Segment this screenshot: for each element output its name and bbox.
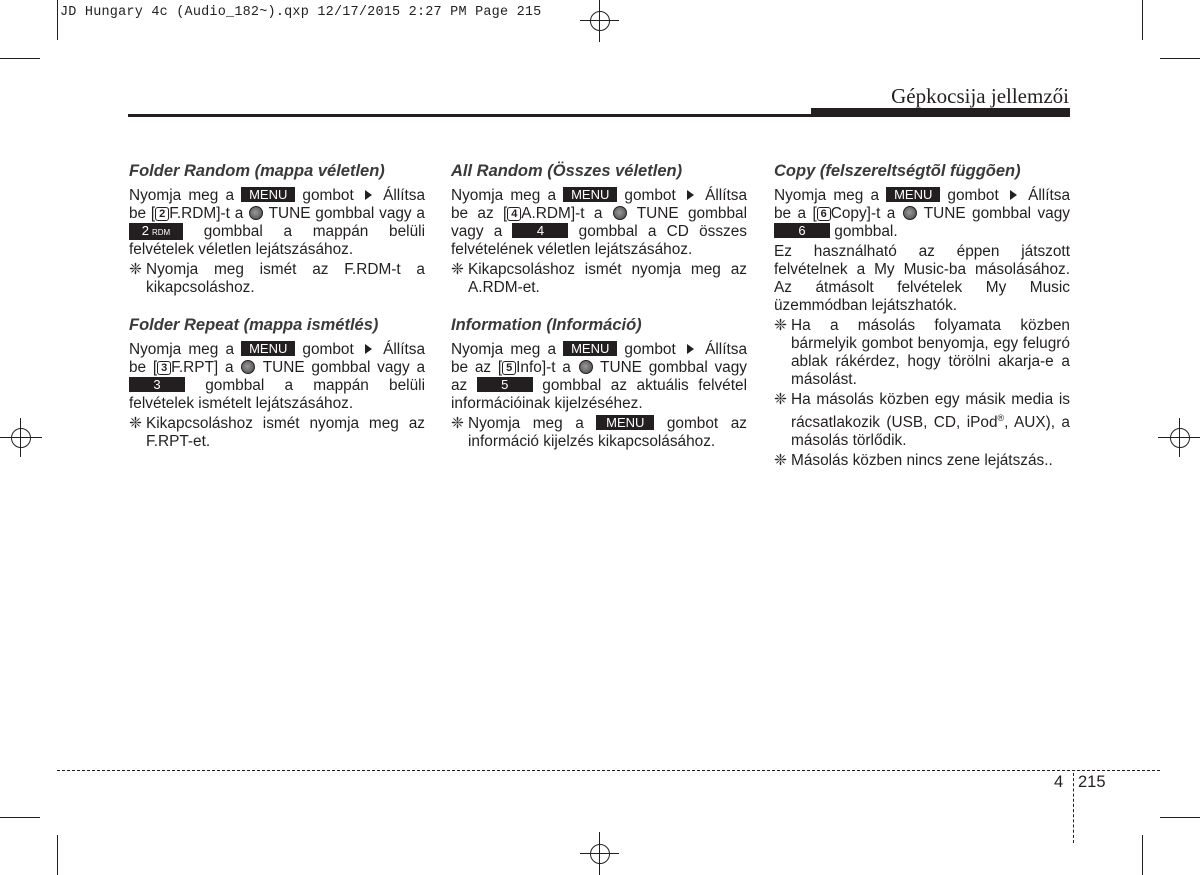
- note-mark-icon: ❈: [129, 415, 142, 432]
- tune-knob-icon: [579, 360, 593, 374]
- key-5: 5: [477, 377, 533, 392]
- section-body: Nyomja meg a MENU gombot Állítsa be az [ 5 Info]-t a TUNE gombbal vagy az 5 gombbal az aktuális felvétel információinak kijelzéséhez.: [451, 341, 748, 412]
- section-body: Nyomja meg a MENU gombot Állítsa be a [ 6 Copy]-t a TUNE gombbal vagy 6 gombbal.: [774, 187, 1071, 240]
- number-6-icon: 6: [817, 207, 831, 221]
- footer-dashed-divider: [1073, 773, 1074, 843]
- section-folder-repeat: [129, 314, 425, 451]
- menu-key: MENU: [596, 415, 654, 430]
- arrow-right-icon: [687, 344, 694, 354]
- note-mark-icon: ❈: [451, 261, 464, 278]
- note-mark-icon: ❈: [451, 415, 464, 432]
- menu-key: MENU: [241, 187, 295, 202]
- section-title: All Random (Összes véletlen): [451, 162, 683, 180]
- section-title: Copy (felszereltségtõl függõen): [774, 162, 1021, 180]
- note: ❈ Kikapcsoláshoz ismét nyomja meg az A.RDM-et.: [451, 261, 747, 296]
- column-3: [774, 160, 1070, 470]
- column-2: [451, 160, 747, 451]
- note-mark-icon: ❈: [774, 452, 787, 470]
- note: ❈ Másolás közben nincs zene lejátszás..: [774, 452, 1053, 470]
- menu-key: MENU: [563, 341, 617, 356]
- tune-knob-icon: [903, 206, 917, 220]
- note-mark-icon: ❈: [774, 317, 787, 334]
- menu-key: MENU: [241, 341, 295, 356]
- note: ❈ Nyomja meg a MENU gombot az információ kijelzés kikapcsolásához.: [451, 415, 747, 450]
- note-mark-icon: ❈: [774, 391, 787, 408]
- arrow-right-icon: [687, 190, 694, 200]
- section-information: [451, 314, 747, 451]
- section-body: Nyomja meg a MENU gombot Állítsa be [ 2 F.RDM]-t a TUNE gombbal vagy a 2 RDM gombbal a mappán belüli felvételek véletlen lejátszásához.: [129, 187, 426, 258]
- menu-key: MENU: [563, 187, 617, 202]
- number-2-icon: 2: [155, 207, 169, 221]
- note: ❈ Kikapcsoláshoz ismét nyomja meg az F.RPT-et.: [129, 415, 425, 450]
- tune-knob-icon: [249, 206, 263, 220]
- section-copy: [774, 160, 1070, 470]
- footer-dashed-rule: [57, 770, 1160, 771]
- arrow-right-icon: [365, 344, 372, 354]
- arrow-right-icon: [1010, 190, 1017, 200]
- print-slug: JD Hungary 4c (Audio_182~).qxp 12/17/2015 2:27 PM Page 215: [60, 5, 542, 20]
- key-6: 6: [774, 223, 830, 238]
- number-4-icon: 4: [507, 207, 521, 221]
- section-title: Information (Információ): [451, 316, 642, 334]
- number-5-icon: 5: [502, 361, 516, 375]
- chapter-number: 4: [1054, 773, 1064, 791]
- header-title: Gépkocsija jellemzői: [891, 84, 1069, 108]
- key-3: 3: [129, 377, 185, 392]
- section-paragraph: Ez használható az éppen játszott felvételnek a My Music-ba másolásához. Az átmásolt felvételek My Music üzemmódban lejátszhatók.: [774, 243, 1070, 314]
- tune-knob-icon: [613, 206, 627, 220]
- note: ❈ Ha másolás közben egy másik media is rácsatlakozik (USB, CD, iPod®, AUX), a másolás törlődik.: [774, 391, 1070, 450]
- arrow-right-icon: [365, 190, 372, 200]
- note-mark-icon: ❈: [129, 261, 142, 278]
- column-1: [129, 160, 425, 451]
- section-body: Nyomja meg a MENU gombot Állítsa be az [ 4 A.RDM]-t a TUNE gombbal vagy a 4 gombbal a CD összes felvételének véletlen lejátszásához.: [451, 187, 748, 258]
- menu-key: MENU: [886, 187, 940, 202]
- tune-knob-icon: [241, 360, 255, 374]
- section-all-random: [451, 160, 747, 297]
- section-folder-random: [129, 160, 425, 297]
- note: ❈ Nyomja meg ismét az F.RDM-t a kikapcsoláshoz.: [129, 261, 425, 296]
- section-body: Nyomja meg a MENU gombot Állítsa be [ 3 F.RPT] a TUNE gombbal vagy a 3 gombbal a mappán belüli felvételek ismételt lejátszásához.: [129, 341, 426, 412]
- section-title: Folder Random (mappa véletlen): [129, 162, 385, 180]
- section-title: Folder Repeat (mappa ismétlés): [129, 316, 379, 334]
- page-number: 215: [1078, 773, 1106, 791]
- note: ❈ Ha a másolás folyamata közben bármelyik gombot benyomja, egy felugró ablak rákérdez, hogy törölni akarja-e a másolást.: [774, 317, 1070, 388]
- number-3-icon: 3: [157, 361, 171, 375]
- header-bar: [811, 108, 1070, 117]
- rdm-key: 2 RDM: [129, 223, 183, 240]
- key-4: 4: [512, 223, 568, 238]
